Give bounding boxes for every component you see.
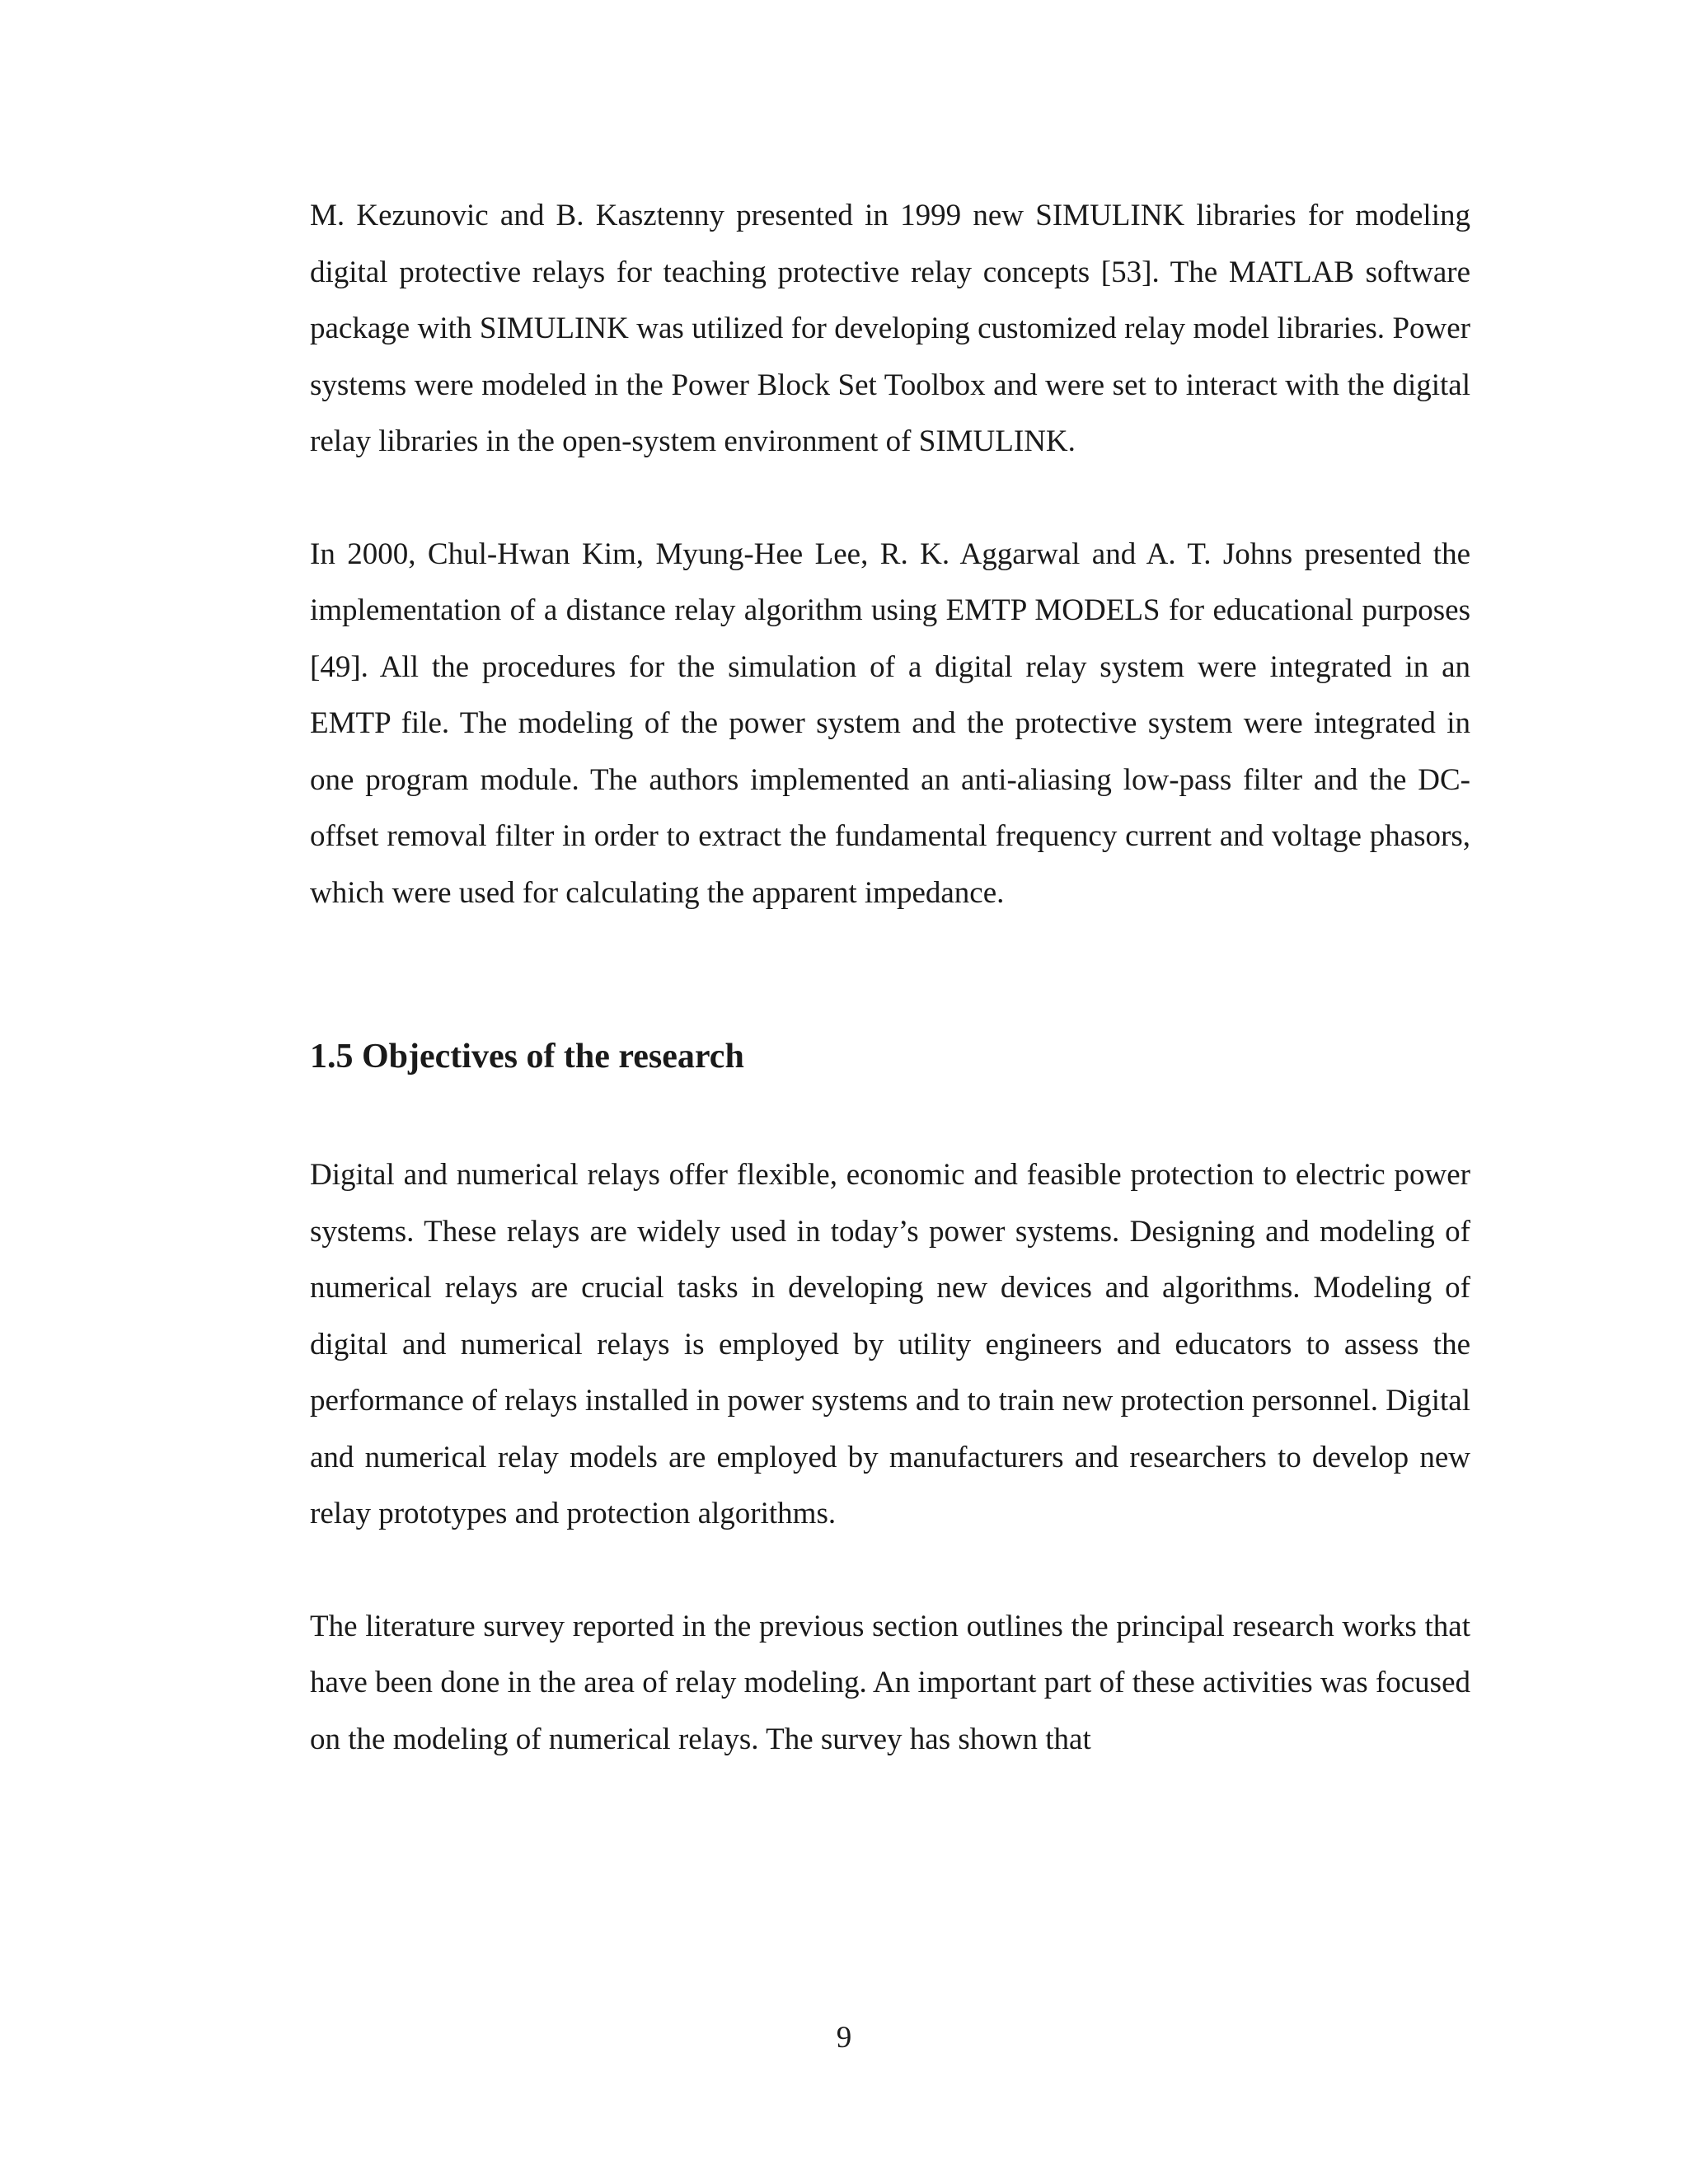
- page-body: [310, 188, 1470, 1768]
- paragraph-kim-emtp: In 2000, Chul-Hwan Kim, Myung-Hee Lee, R. K. Aggarwal and A. T. Johns presented the implementation of a distance relay algorithm using EMTP MODELS for educational purposes [49]. All the procedures for the simulation of a digital relay system were integrated in an EMTP file. The modeling of the power system and the protective system were integrated in one program module. The authors implemented an anti-aliasing low-pass filter and the DC-offset removal filter in order to extract the fundamental frequency current and voltage phasors, which were used for calculating the apparent impedance.: [310, 537, 1470, 910]
- paragraph-kezunovic-simulink: M. Kezunovic and B. Kasztenny presented in 1999 new SIMULINK libraries for modeling digital protective relays for teaching protective relay concepts [53]. The MATLAB software package with SIMULINK was utilized for developing customized relay model libraries. Power systems were modeled in the Power Block Set Toolbox and were set to interact with the digital relay libraries in the open-system environment of SIMULINK.: [310, 199, 1470, 458]
- paragraph-digital-relays: Digital and numerical relays offer flexible, economic and feasible protection to electric power systems. These relays are widely used in today’s power systems. Designing and modeling of numerical relays are crucial tasks in developing new devices and algorithms. Modeling of digital and numerical relays is employed by utility engineers and educators to assess the performance of relays installed in power systems and to train new protection personnel. Digital and numerical relay models are employed by manufacturers and researchers to develop new relay prototypes and protection algorithms.: [310, 1158, 1470, 1530]
- page-number: 9: [836, 2021, 852, 2055]
- paragraph-literature-survey: The literature survey reported in the previous section outlines the principal research works that have been done in the area of relay modeling. An important part of these activities was focused on the modeling of numerical relays. The survey has shown that: [310, 1609, 1470, 1756]
- section-heading: 1.5 Objectives of the research: [310, 1038, 744, 1076]
